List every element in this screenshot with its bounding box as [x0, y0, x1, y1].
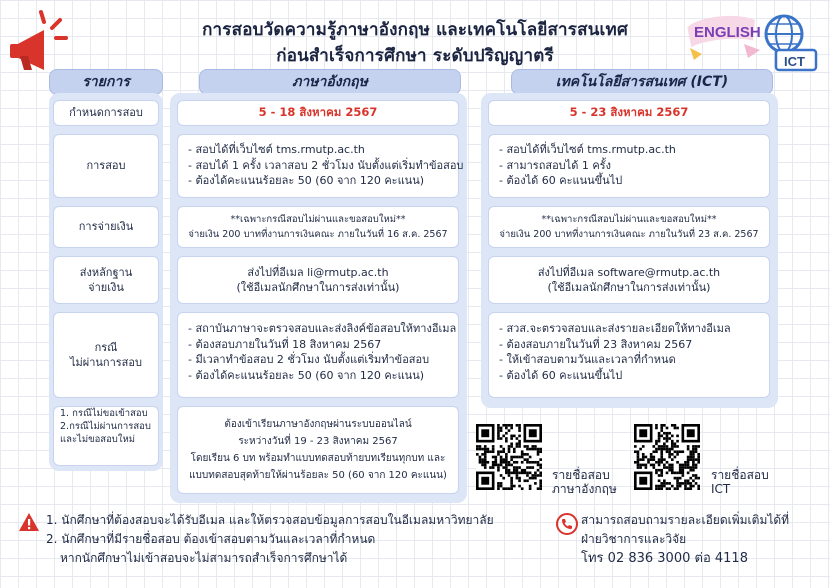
list-item: - ต้องสอบภายในวันที่ 18 สิงหาคม 2567 [188, 337, 382, 351]
qr-ict-label-line1: รายชื่อสอบ [711, 468, 769, 482]
page-title-line2: ก่อนสำเร็จการศึกษา ระดับปริญญาตรี [276, 46, 554, 66]
list-item: - ต้องได้ 60 คะแนนขึ้นไป [499, 174, 623, 187]
list-item: - ต้องสอบภายในวันที่ 23 สิงหาคม 2567 [499, 337, 693, 351]
row-label-case-line2: 2.กรณีไม่ผ่านการสอบ [60, 421, 151, 432]
english-course-line2: ระหว่างวันที่ 19 - 23 สิงหาคม 2567 [238, 436, 398, 447]
english-payment [177, 206, 459, 248]
footer-note: 1. นักศึกษาที่ต้องสอบจะได้รับอีเมล และให้ตรวจสอบข้อมูลการสอบในอีเมลมหาวิทยาลัย [46, 513, 494, 527]
contact-phone[interactable]: โทร 02 836 3000 ต่อ 4118 [581, 551, 748, 566]
footer-notes [46, 511, 494, 568]
row-label-payment: การจ่ายเงิน [53, 206, 159, 248]
list-item: - ให้เข้าสอบตามวันและเวลาที่กำหนด [499, 353, 676, 366]
header-ict: เทคโนโลยีสารสนเทศ (ICT) [511, 69, 773, 95]
row-label-fail-line1: กรณี [94, 340, 118, 354]
qr-ict-label [711, 468, 769, 496]
english-course-line4: แบบทดสอบสุดท้ายให้ผ่านร้อยละ 50 (60 จาก 120 คะแนน) [189, 470, 447, 481]
row-label-schedule: กำหนดการสอบ [53, 100, 159, 126]
contact-line2: ฝ่ายวิชาการและวิจัย [581, 532, 687, 546]
row-label-case-line1: 1. กรณีไม่ขอเข้าสอบ [60, 408, 148, 419]
ict-payment-detail: จ่ายเงิน 200 บาทที่งานการเงินคณะ ภายในวันที่ 23 ส.ค. 2567 [499, 229, 759, 240]
qr-english-label-line1: รายชื่อสอบ [552, 468, 610, 482]
list-item: - ต้องได้คะแนนร้อยละ 50 (60 จาก 120 คะแนน) [188, 174, 425, 187]
row-label-exam: การสอบ [53, 134, 159, 198]
ict-evidence-email: ส่งไปที่อีเมล software@rmutp.ac.th [537, 265, 721, 279]
english-course-details [177, 406, 459, 494]
english-evidence [177, 256, 459, 304]
phone-icon [556, 513, 578, 535]
contact-line1: สามารถสอบถามรายละเอียดเพิ่มเติมได้ที่ [581, 513, 790, 527]
row-label-evidence [53, 256, 159, 304]
english-exam-details [177, 134, 464, 198]
megaphone-icon [8, 8, 70, 74]
ict-schedule-date: 5 - 23 สิงหาคม 2567 [488, 100, 770, 126]
ict-evidence [488, 256, 770, 304]
ict-evidence-note: (ใช้อีเมลนักศึกษาในการส่งเท่านั้น) [547, 281, 711, 294]
list-item: - สอบได้ที่เว็บไซต์ tms.rmutp.ac.th [499, 143, 676, 156]
ict-payment [488, 206, 770, 248]
english-fail-details [177, 312, 459, 398]
english-payment-note: **เฉพาะกรณีสอบไม่ผ่านและขอสอบใหม่** [230, 214, 406, 225]
list-item: - สถาบันภาษาจะตรวจสอบและส่งลิงค์ข้อสอบให้ทางอีเมล [188, 322, 457, 335]
list-item: - สอบได้ที่เว็บไซต์ tms.rmutp.ac.th [188, 143, 365, 156]
list-item: - สามารถสอบได้ 1 ครั้ง [499, 158, 611, 172]
english-schedule-date: 5 - 18 สิงหาคม 2567 [177, 100, 459, 126]
row-label-fail [53, 312, 159, 398]
qr-code-icon[interactable] [634, 424, 700, 490]
list-item: - ต้องได้คะแนนร้อยละ 50 (60 จาก 120 คะแนน) [188, 368, 425, 382]
ict-exam-details [488, 134, 770, 198]
english-word: ENGLISH [694, 24, 761, 41]
row-label-fail-line2: ไม่ผ่านการสอบ [70, 356, 142, 369]
english-evidence-note: (ใช้อีเมลนักศึกษาในการส่งเท่านั้น) [236, 281, 400, 294]
ict-word: ICT [784, 54, 805, 69]
list-item: - สวส.จะตรวจสอบและส่งรายละเอียดให้ทางอีเมล [499, 322, 731, 335]
list-item: - ต้องได้ 60 คะแนนขึ้นไป [499, 368, 623, 382]
header-items: รายการ [49, 69, 163, 95]
warning-icon [18, 512, 40, 532]
header-english: ภาษาอังกฤษ [199, 69, 461, 95]
list-item: - มีเวลาทำข้อสอบ 2 ชั่วโมง นับตั้งแต่เริ่มทำข้อสอบ [188, 353, 430, 366]
contact-info [581, 511, 789, 568]
qr-code-icon[interactable] [476, 424, 542, 490]
ict-payment-note: **เฉพาะกรณีสอบไม่ผ่านและขอสอบใหม่** [541, 214, 717, 225]
ict-fail-details [488, 312, 770, 398]
english-course-line3: โดยเรียน 6 บท พร้อมทำแบบทดสอบท้ายบทเรียนทุกบท และ [190, 453, 446, 464]
footer-note: หากนักศึกษาไม่เข้าสอบจะไม่สามารถสำเร็จการศึกษาได้ [60, 551, 348, 565]
qr-english-label [552, 468, 617, 496]
english-globe-icon [680, 10, 822, 72]
list-item: - สอบได้ 1 ครั้ง เวลาสอบ 2 ชั่วโมง นับตั้งแต่เริ่มทำข้อสอบ [188, 158, 464, 172]
qr-english-label-line2: ภาษาอังกฤษ [552, 482, 617, 496]
english-payment-detail: จ่ายเงิน 200 บาทที่งานการเงินคณะ ภายในวันที่ 16 ส.ค. 2567 [188, 229, 448, 240]
english-evidence-email: ส่งไปที่อีเมล li@rmutp.ac.th [247, 265, 389, 279]
row-label-evidence-line2: จ่ายเงิน [88, 281, 124, 294]
qr-ict-label-line2: ICT [711, 482, 731, 496]
row-label-cases [53, 406, 159, 466]
page-title-line1: การสอบวัดความรู้ภาษาอังกฤษ และเทคโนโลยีสารสนเทศ [202, 20, 628, 40]
footer-note: 2. นักศึกษาที่มีรายชื่อสอบ ต้องเข้าสอบตามวันและเวลาที่กำหนด [46, 532, 376, 546]
row-label-evidence-line1: ส่งหลักฐาน [79, 265, 133, 279]
row-label-case-line3: และไม่ขอสอบใหม่ [60, 434, 135, 445]
english-course-line1: ต้องเข้าเรียนภาษาอังกฤษผ่านระบบออนไลน์ [224, 419, 412, 430]
